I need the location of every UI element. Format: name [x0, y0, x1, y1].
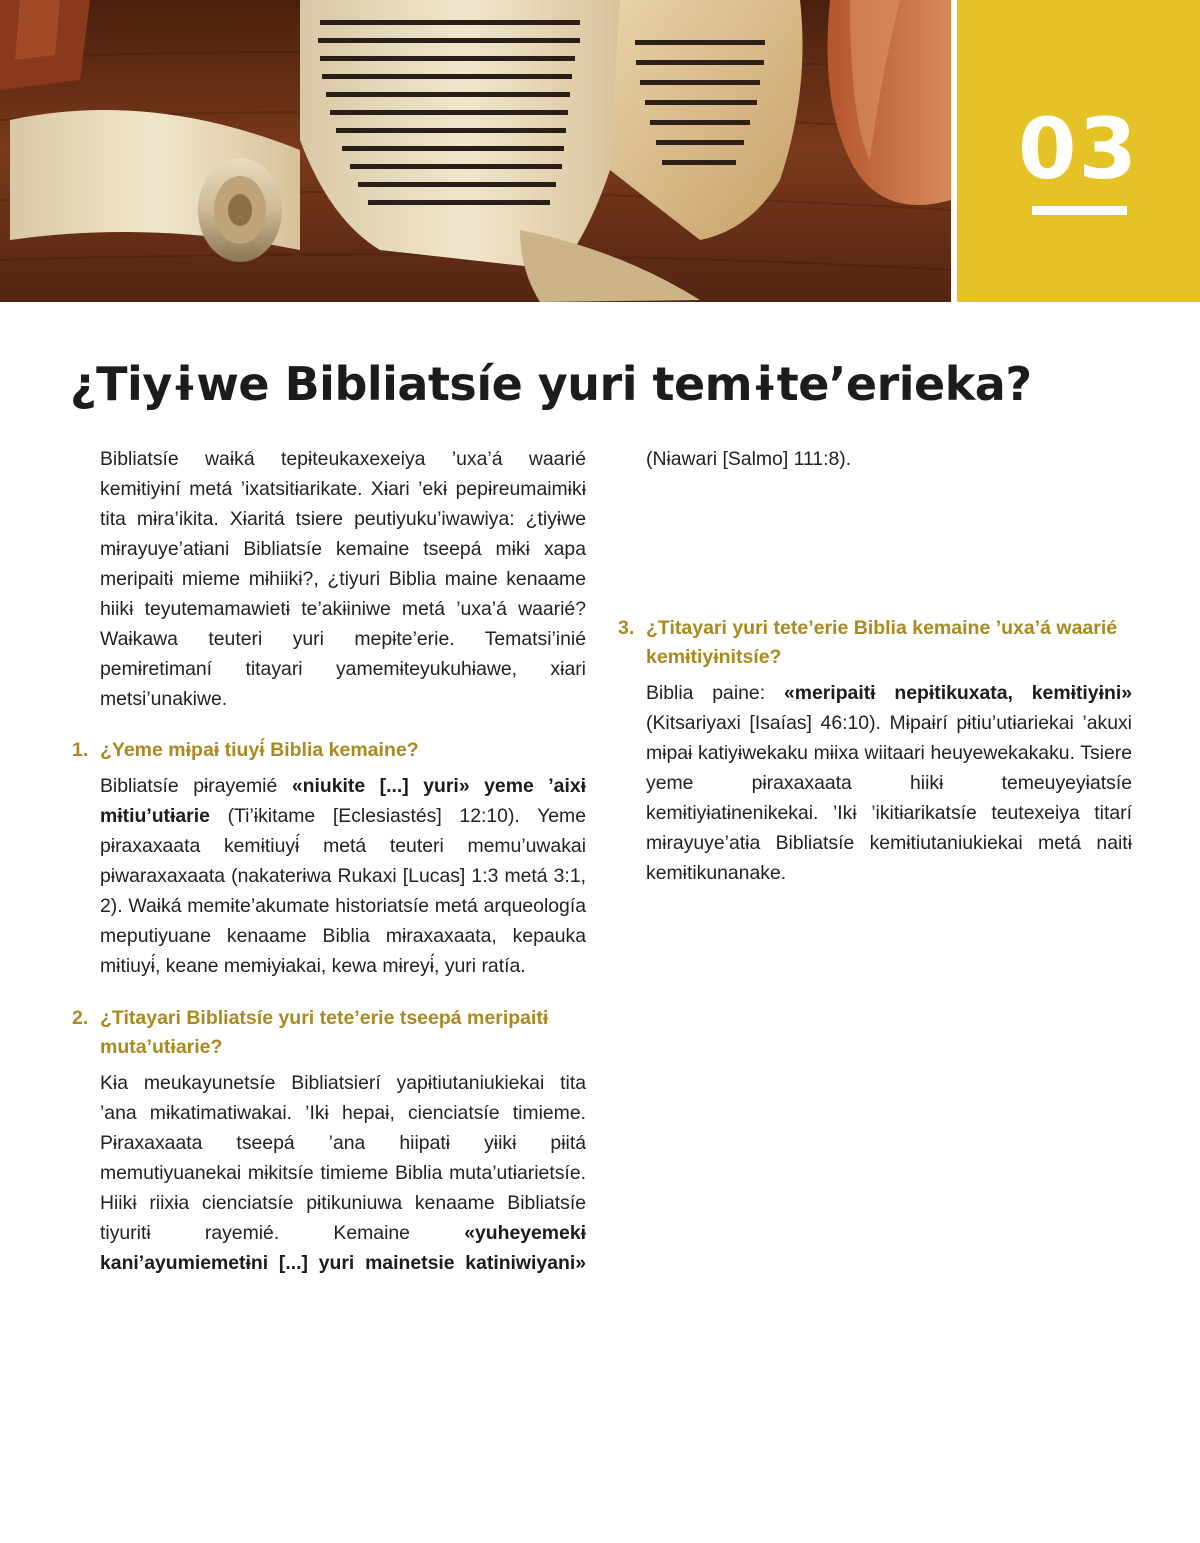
- answer-2-part-1: [100, 1068, 586, 1278]
- answer-text: (Nɨawari [Salmo] 111:8).: [646, 448, 852, 470]
- right-column: [618, 444, 1132, 888]
- answer-text: (Kitsariyaxi [Isaías] 46:10). Mɨpaɨrí pɨtiu’utɨariekai ’akuxi mɨpaɨ katiyɨwekaku mɨixa wiitaari heuyewekakaku. Tsiere yeme pɨraxaxaata hiikɨ temeuyeyɨatsíe kemɨtiyɨatɨnenikekai. ’Ikɨ ’ikitɨarikatsíe teutexeiya titarí mɨrayuye’atɨa Bibliatsíe kemɨtiutaniukiekai metá naitɨ kemɨtikunanake.: [646, 712, 1132, 884]
- question-1: [72, 736, 586, 765]
- answer-text: (Ti’ɨkitame [Eclesiastés] 12:10). Yeme pɨraxaxaata kemɨtiuyɨ́ metá teuteri memu’uwakai pɨwaraxaxaata (nakaterɨwa Rukaxi [Lucas] 1:3 metá 3:1, 2). Waɨká memɨte’akumate historiatsíe metá arqueología meputiyuane kenaame Biblia mɨraxaxaata, kepauka mɨtiuyɨ́, keane memɨyɨakai, kewa mɨreyɨ́, yuri ratía.: [100, 805, 586, 977]
- answer-2-continued-clip: [646, 444, 1132, 594]
- question-number: 3.: [618, 617, 635, 639]
- answer-text: Biblia paine:: [646, 682, 784, 704]
- answer-text: Bibliatsíe pɨrayemié: [100, 775, 292, 797]
- question-2: [72, 1004, 586, 1062]
- page-title: ¿Tiyɨwe Bibliatsíe yuri temɨte’erieka?: [70, 357, 1032, 411]
- question-number: 2.: [72, 1007, 89, 1029]
- scripture-quote: «yuheyemekɨ kani’ayumiemetɨni [...] yuri mainetsie katiniwiyani»: [100, 1222, 586, 1274]
- scrolls-illustration: [0, 0, 951, 302]
- section-number: 03: [1018, 100, 1139, 198]
- question-text: ¿Titayari yuri tete’erie Biblia kemaine ’uxa’á waarié kemɨtiyɨnitsíe?: [646, 617, 1118, 668]
- question-text: ¿Yeme mɨpaɨ tiuyɨ́ Biblia kemaine?: [100, 739, 419, 761]
- answer-2-continued: [646, 444, 1132, 474]
- answer-1: [100, 771, 586, 981]
- section-number-underline: [1032, 206, 1127, 215]
- question-text: ¿Titayari Bibliatsíe yuri tete’erie tseepá meripaitɨ muta’utɨarie?: [100, 1007, 549, 1058]
- question-3: [618, 614, 1132, 672]
- question-number: 1.: [72, 739, 89, 761]
- answer-3: [646, 678, 1132, 888]
- intro-paragraph: Bibliatsíe waɨká tepɨteukaxexeiya ’uxa’á waarié kemɨtiyɨní metá ’ixatsitɨarikate. Xɨari ’ekɨ pepɨreumaimɨkɨ tita mɨra’ikita. Xɨaritá tsiere peutiyuku’iwawiya: ¿tiyɨwe mɨrayuye’atɨani Bibliatsíe kemaine tseepá mɨkɨ xapa meripaitɨ mieme mɨhiikɨ?, ¿tiyuri Biblia maine kenaame hiikɨ teyutemamawietɨ te’akɨiniwe metá ’uxa’á waarié? Waɨkawa teuteri yuri mepɨte’erie. Tematsi’inié pemɨretimaní titayari yamemɨteyukuhɨawe, xɨari metsi’unakiwe.: [100, 448, 586, 710]
- hero-scrolls-photo: [0, 0, 951, 302]
- scripture-quote: «meripaitɨ nepɨtikuxata, kemɨtiyɨni»: [783, 682, 1132, 704]
- scripture-quote: «niukite [...] yuri» yeme ’aixɨ mɨtiu’utɨarie: [100, 775, 587, 827]
- answer-2-part-1-clip: [100, 1068, 586, 1278]
- left-column: [72, 444, 587, 1278]
- answer-text: Kɨa meukayunetsíe Bibliatsierí yapɨtiutaniukiekai tita ’ana mɨkatimatiwakai. ’Ikɨ hepaɨ, cienciatsíe timieme. Pɨraxaxaata tseepá ’ana hiipatɨ yɨikɨ pɨitá memutiyuanekai mɨkitsíe timieme Biblia muta’utɨarietsíe. Hiikɨ riixɨa cienciatsíe pɨtikuniuwa kenaame Bibliatsíe tiyuritɨ rayemié. Kemaine: [100, 1072, 586, 1244]
- section-badge: [957, 0, 1200, 302]
